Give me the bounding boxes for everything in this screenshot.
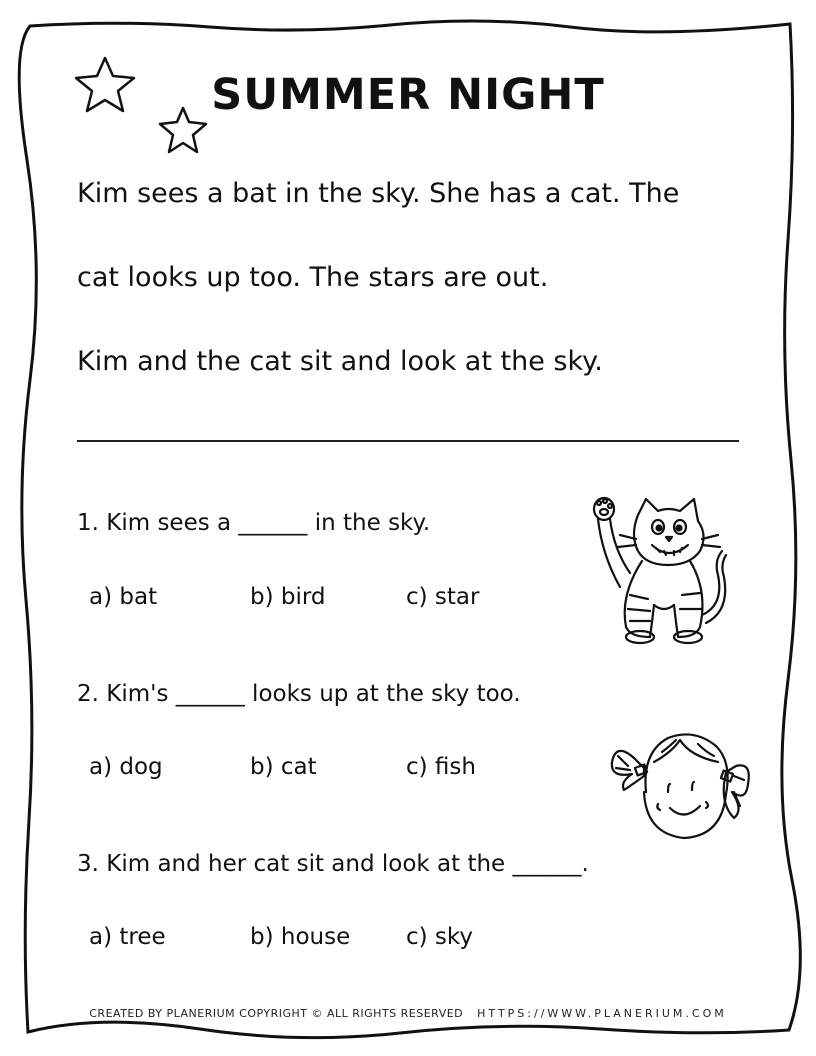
- question-2: 2. Kim's ______ looks up at the sky too.: [77, 681, 521, 707]
- answer-option-1b[interactable]: b) bird: [250, 584, 326, 610]
- footer-credit: CREATED BY PLANERIUM COPYRIGHT © ALL RIGHTS RESERVED: [89, 1007, 464, 1020]
- footer-url[interactable]: HTTPS://WWW.PLANERIUM.COM: [477, 1007, 727, 1020]
- answer-option-2c[interactable]: c) fish: [406, 754, 476, 780]
- story-line: cat looks up too. The stars are out.: [77, 262, 549, 293]
- answer-option-1a[interactable]: a) bat: [89, 584, 158, 610]
- footer: [0, 1007, 816, 1020]
- answer-option-3a[interactable]: a) tree: [89, 924, 166, 950]
- answer-option-2b[interactable]: b) cat: [250, 754, 317, 780]
- story-line: Kim sees a bat in the sky. She has a cat. The: [77, 178, 680, 209]
- page-title: SUMMER NIGHT: [211, 70, 605, 120]
- answer-option-3b[interactable]: b) house: [250, 924, 351, 950]
- answer-option-1c[interactable]: c) star: [406, 584, 480, 610]
- divider: [77, 440, 739, 442]
- girl-face-illustration: [606, 722, 754, 850]
- story-line: Kim and the cat sit and look at the sky.: [77, 346, 603, 377]
- question-1: 1. Kim sees a ______ in the sky.: [77, 510, 431, 536]
- answer-option-3c[interactable]: c) sky: [406, 924, 474, 950]
- cat-illustration: [590, 495, 730, 645]
- answer-option-2a[interactable]: a) dog: [89, 754, 163, 780]
- question-3: 3. Kim and her cat sit and look at the ______.: [77, 851, 589, 877]
